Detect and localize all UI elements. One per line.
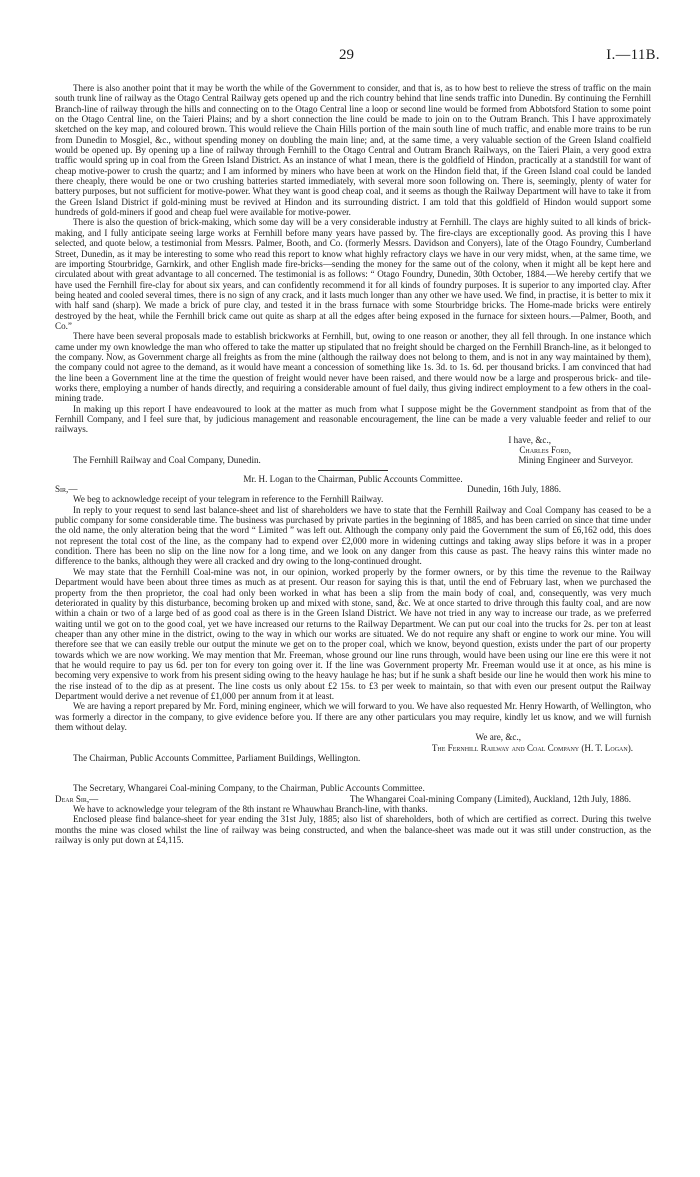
salutation-row — [55, 794, 651, 804]
body-paragraph: We are having a report prepared by Mr. Ford, mining engineer, which we will forward to you. We have also requested Mr. Henry Howarth, of Wellington, who was formerly a director in the company, to give evidence before you. If there are any other particulars you may require, kindly let us know, and we will furnish them without delay. — [55, 701, 651, 732]
body-paragraph: In reply to your request to send last balance-sheet and list of shareholders we have to state that the Fernhill Railway and Coal Company has ceased to be a public company for some considerable time. The business was purchased by private parties in the beginning of 1885, and has been carried on since that time under the old name, the only alteration being that the word “ Limited ” was left out. Although the company only paid the Government the sum of £6,162 odd, this does not represent the total cost of the line, as the company had to expend over £2,000 more in widening cuttings and taking away slips before it was in a proper condition. There has been no slip on the line now for a long time, and we look on any danger from this cause as past. The heavy rains this winter made no difference to the banks, although they were all cracked and dry owing to the long-continued drought. — [55, 504, 651, 567]
salutation: Dear Sir,— — [55, 793, 99, 804]
body-paragraph: We have to acknowledge your telegram of the 8th instant re Whauwhau Branch-line, with thanks. — [73, 804, 428, 815]
dateline: Dunedin, 16th July, 1886. — [467, 484, 561, 495]
body-paragraph: In making up this report I have endeavoured to look at the matter as much from what I suppose might be the Government standpoint as from that of the Fernhill Company, and I feel sure that, by judicious management and reasonable encouragement, the line can be made a very valuable feeder and relief to our railways. — [55, 403, 651, 435]
signature: The Fernhill Railway and Coal Company (H. T. Logan). — [431, 742, 633, 753]
dateline: The Whangarei Coal-mining Company (Limited), Auckland, 12th July, 1886. — [349, 793, 631, 804]
body-paragraph: Enclosed please find balance-sheet for year ending the 31st July, 1885; also list of shareholders, both of which are certified as correct. During this twelve months the mine was closed whilst the line of railway was being constructed, and when the balance-sheet was made out it was still under construction, as the railway is only put down at £4,115. — [55, 814, 651, 846]
body-paragraph: There have been several proposals made to establish brickworks at Fernhill, but, owing to one reason or another, they all fell through. In one instance which came under my own knowledge the man who offered to take the matter up stipulated that no freight should be charged on the Fernhill Branch-line, as it belonged to the company. Now, as Government charge all freights as from the mine (although the railway does not belong to them, and is not in any way maintained by them), the company could not agree to the demand, as it would have meant a concession of something like 1s. 3d. to 1s. 6d. per thousand bricks. I am convinced that had the line been a Government line at the time the question of freight would never have been raised, and there would now be a large and prosperous brick- and tile-works there, employing a number of hands directly, and requiring a considerable amount of fuel daily, thus giving indirect employment to a few others in the coal-mining trade. — [55, 331, 651, 404]
letter-heading: Mr. H. Logan to the Chairman, Public Accounts Committee. — [243, 473, 463, 484]
body-paragraph: There is also the question of brick-making, which some day will be a very considerable industry at Fernhill. The clays are highly suited to all kinds of brick-making, and I fully anticipate seeing large works at Fernhill before many years have passed by. The fire-clays are exceptionally good. As proving this I have selected, and quote below, a testimonial from Messrs. Palmer, Booth, and Co. (formerly Messrs. Davidson and Conyers), late of the Otago Foundry, Cumberland Street, Dunedin, as it may be interesting to some who read this report to know what highly refractory clays we have in our very midst, when, at the same time, we are importing Stourbridge, Garnkirk, and other English made fire-bricks—sending the money for the same out of the colony, when it might all be kept here and circulated about with great advantage to all concerned. The testimonial is as follows: “ Otago Foundry, Dunedin, 30th October, 1884.—We hereby certify that we have used the Fernhill fire-clay for about six years, and can confidently recommend it for all kinds of foundry purposes. It is superior to any imported clay. After being heated and cooled several times, there is no sign of any crack, and it lasts much longer than any other we have used. We find, in practise, it is better to mix it with half sand (sharp). We made a brick of pure clay, and tested it in the brass furnace with some Stourbridge bricks. The Home-made bricks were entirely destroyed by the heat, while the Fernhill brick came out quite as sharp at all the edges after being exposed in the furnace for sixteen hours.—Palmer, Booth, and Co.” — [55, 217, 651, 331]
salutation: Sir,— — [55, 484, 78, 495]
signature-title: Mining Engineer and Surveyor. — [518, 455, 633, 466]
document-reference: I.—11B. — [606, 47, 660, 63]
body-paragraph: We beg to acknowledge receipt of your telegram in reference to the Fernhill Railway. — [73, 494, 384, 505]
closing-line: I have, &c., — [508, 434, 551, 445]
page-header — [0, 47, 700, 70]
logan-letter-section — [55, 474, 651, 764]
addressee: The Chairman, Public Accounts Committee, Parliament Buildings, Wellington. — [73, 753, 361, 763]
addressee-row — [55, 455, 651, 465]
salutation-row — [55, 484, 651, 494]
signature-name: Charles Ford, — [519, 445, 571, 456]
closing-line: We are, &c., — [475, 732, 521, 743]
page-body — [55, 83, 651, 845]
letter-heading: The Secretary, Whangarei Coal-mining Company, to the Chairman, Public Accounts Committee. — [73, 783, 425, 794]
body-paragraph: We may state that the Fernhill Coal-mine was not, in our opinion, worked properly by the former owners, or by this time the revenue to the Railway Department would have been about three times as much as at present. Our reason for saying this is that, until the end of February last, when we purchased the property from the then proprietor, the coal had only been worked in what has been a slip from the main body of coal, and, consequently, was very much deteriorated in quality by this disturbance, becoming broken up and mixed with stone, sand, &c. We at once started to drive through this faulty coal, and are now within a chain or two of a large bed of as good coal as there is in the Green Island District. We have not tried in any way to increase our trade, as we preferred waiting until we got on to the good coal, yet we have increased our returns to the Railway Department. We can put our coal into the trucks for 2s. per ton at least cheaper than any other mine in the district, owing to the way in which our works are situated. We do not require any shaft or engine to work our mine. You will therefore see that we can easily treble our output the minute we get on to the proper coal, which we know, beyond question, exists under the part of our property towards which we are now working. We may mention that Mr. Freeman, whose ground our line runs through, would have been using our line ere this were it not that he would require to pay us 6d. per ton for every ton going over it. If the line was Government property Mr. Freeman would use it at once, as his mine is becoming very expensive to work from his present siding owing to the heavy haulage he has; but if he sunk a shaft beside our line he would then work his mine to the rise instead of to the dip as at present. The line costs us only about £2 15s. to £3 per week to maintain, so that with even our present output the Railway Department would derive a net revenue of £1,000 per annum from it at least. — [55, 566, 651, 701]
ford-report-section — [55, 83, 651, 466]
section-divider — [318, 470, 388, 471]
whangarei-letter-section — [55, 783, 651, 845]
section-spacer — [55, 763, 651, 783]
body-paragraph: There is also another point that it may be worth the while of the Government to consider, and that is, as to how best to relieve the stress of traffic on the main south trunk line of railway as the Otago Central Railway gets opened up and the rich country behind that line sends traffic into Dunedin. By continuing the Fernhill Branch-line of railway through the hills and connecting on to the Otago Central line a loop or second line would be formed from Abbotsford Station to some point on the Otago Central line, on the Taieri Plains; and by a short connection the line could be made to join on to the Outram Branch. This I have approximately sketched on the key map, and coloured brown. This would relieve the Chain Hills portion of the main south line of much traffic, and enable more trains to be run from Dunedin to Mosgiel, &c., without spending money on doubling the main line; and, at the same time, a very valuable section of the Green Island coalfield would be opened up. By opening up a line of railway through Fernhill to the Otago Central and Outram Branch Railways, on the Taieri Plain, a very good extra traffic would spring up in coal from the Green Island District. As an instance of what I mean, there is the goldfield of Hindon, practically at a standstill for want of cheap motive-power to crush the quartz; and I am informed by miners who have been at work on the Hindon field that, if the Green Island coal could be landed there cheaply, there would be one or two crushing batteries started immediately, with several more soon following on. There is, seemingly, plenty of water for battery purposes, but not sufficient for motive-power. What they want is good cheap coal, and it seems as though the Railway Department will have to take it from the Green Island District if gold-mining must be revived at Hindon and its surrounding district. I am told that this goldfield of Hindon would support some hundreds of gold-miners if good and cheap fuel were available for motive-power. — [55, 83, 651, 218]
page-number: 29 — [339, 47, 354, 63]
addressee: The Fernhill Railway and Coal Company, Dunedin. — [73, 455, 261, 466]
